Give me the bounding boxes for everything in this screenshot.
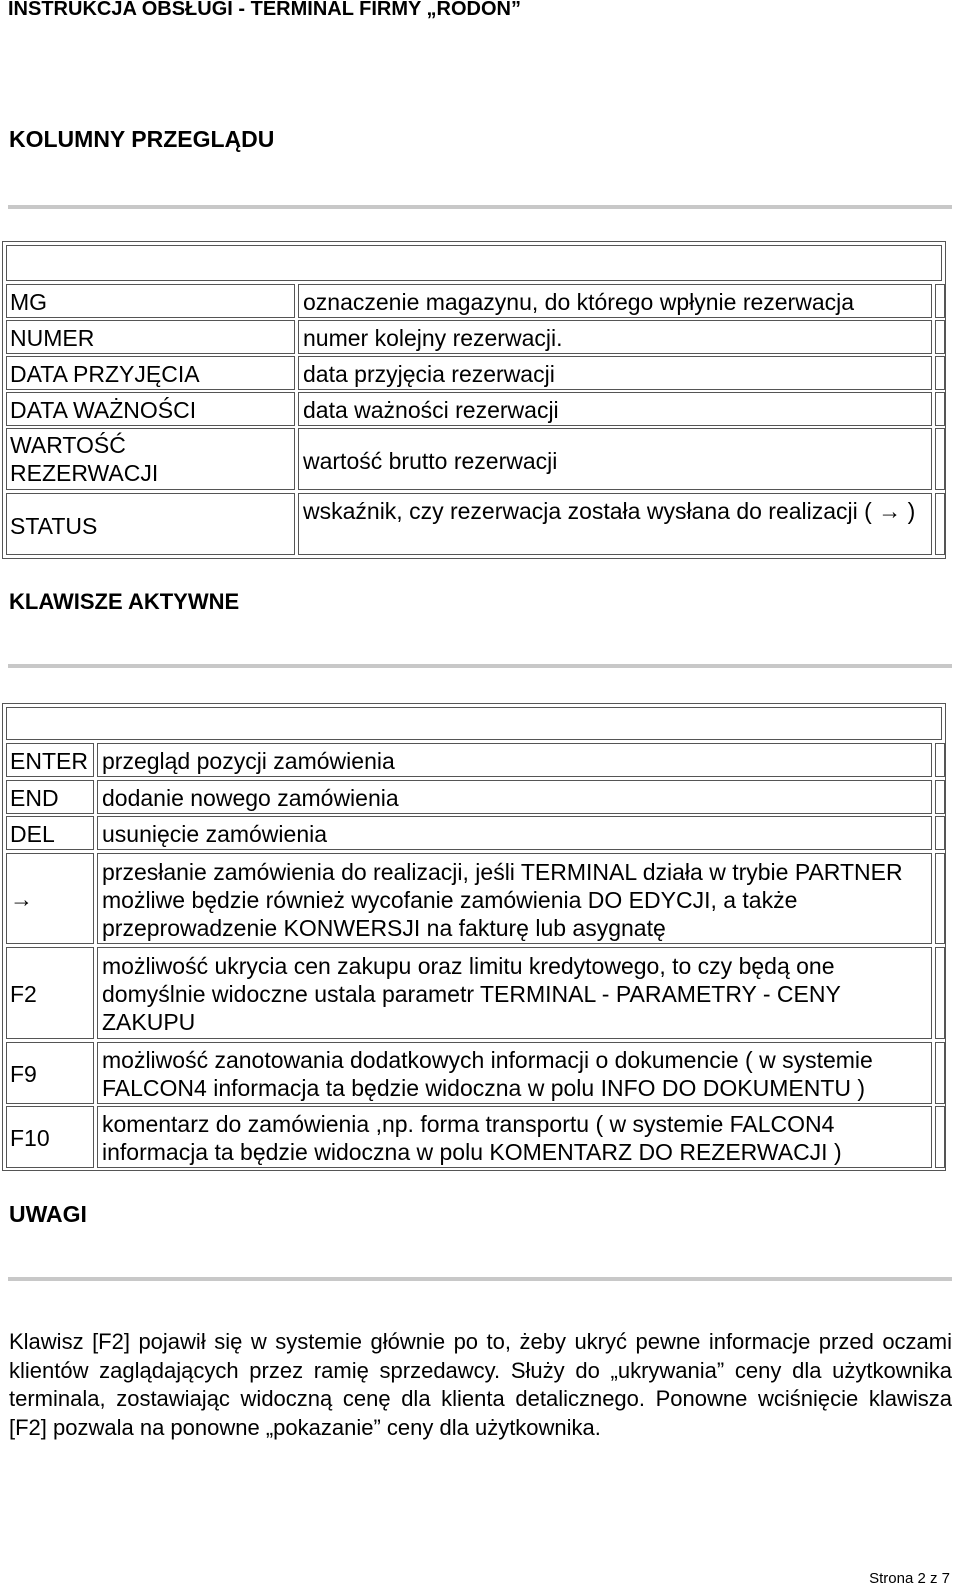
column-desc-status: wskaźnik, czy rezerwacja została wysłana do realizacji ( → ) bbox=[298, 493, 932, 555]
row-end-marker bbox=[935, 1106, 945, 1168]
key-desc-f9: możliwość zanotowania dodatkowych informacji o dokumencie ( w systemie FALCON4 informacja ta będzie widoczna w polu INFO DO DOKUMENTU ) bbox=[97, 1042, 932, 1104]
key-desc-enter: przegląd pozycji zamówienia bbox=[97, 743, 932, 777]
row-end-marker bbox=[935, 743, 945, 777]
section-title-keys: KLAWISZE AKTYWNE bbox=[9, 589, 240, 614]
key-end: END bbox=[6, 780, 94, 814]
column-desc-data-przyjecia: data przyjęcia rezerwacji bbox=[298, 356, 932, 390]
row-end-marker bbox=[935, 356, 945, 390]
row-end-marker bbox=[935, 947, 945, 1039]
arrow-right-icon: → bbox=[10, 885, 33, 912]
row-end-marker bbox=[935, 493, 945, 555]
key-desc-end: dodanie nowego zamówienia bbox=[97, 780, 932, 814]
key-f10: F10 bbox=[6, 1106, 94, 1168]
column-desc-wartosc-rezerwacji: wartość brutto rezerwacji bbox=[298, 428, 932, 490]
column-desc-data-waznosci: data ważności rezerwacji bbox=[298, 392, 932, 426]
row-end-marker bbox=[935, 392, 945, 426]
row-end-marker bbox=[935, 428, 945, 490]
column-name-data-waznosci: DATA WAŻNOŚCI bbox=[6, 392, 295, 426]
column-name-mg: MG bbox=[6, 284, 295, 318]
key-desc-f10: komentarz do zamówienia ,np. forma transportu ( w systemie FALCON4 informacja ta będzie widoczna w polu KOMENTARZ DO REZERWACJI ) bbox=[97, 1106, 932, 1168]
key-f9: F9 bbox=[6, 1042, 94, 1104]
column-name-wartosc-rezerwacji: WARTOŚĆ REZERWACJI bbox=[6, 428, 295, 490]
key-arrow-right bbox=[6, 853, 94, 944]
document-header: INSTRUKCJA OBSŁUGI - TERMINAL FIRMY „RODON” bbox=[8, 0, 521, 20]
row-end-marker bbox=[935, 780, 945, 814]
row-end-marker bbox=[935, 320, 945, 354]
key-desc-del: usunięcie zamówienia bbox=[97, 816, 932, 850]
column-name-data-przyjecia: DATA PRZYJĘCIA bbox=[6, 356, 295, 390]
key-desc-f2: możliwość ukrycia cen zakupu oraz limitu kredytowego, to czy będą one domyślnie widoczne ustala parametr TERMINAL - PARAMETRY - CENY ZAKUPU bbox=[97, 947, 932, 1039]
key-del: DEL bbox=[6, 816, 94, 850]
column-name-status: STATUS bbox=[6, 493, 295, 555]
keys-table bbox=[2, 703, 946, 1171]
column-desc-mg: oznaczenie magazynu, do którego wpłynie rezerwacja bbox=[298, 284, 932, 318]
section-title-columns: KOLUMNY PRZEGLĄDU bbox=[9, 126, 275, 152]
table-header-row bbox=[6, 245, 942, 281]
columns-table bbox=[2, 241, 946, 559]
section-divider bbox=[8, 205, 952, 209]
column-desc-numer: numer kolejny rezerwacji. bbox=[298, 320, 932, 354]
row-end-marker bbox=[935, 1042, 945, 1104]
row-end-marker bbox=[935, 816, 945, 850]
row-end-marker bbox=[935, 853, 945, 944]
key-desc-arrow-right: przesłanie zamówienia do realizacji, jeśli TERMINAL działa w trybie PARTNER możliwe będzie również wycofanie zamówienia DO EDYCJI, a także przeprowadzenie KONWERSJI na fakturę lub asygnatę bbox=[97, 853, 932, 944]
column-name-numer: NUMER bbox=[6, 320, 295, 354]
row-end-marker bbox=[935, 284, 945, 318]
table-header-row bbox=[6, 707, 942, 740]
section-divider bbox=[8, 1277, 952, 1281]
key-enter: ENTER bbox=[6, 743, 94, 777]
key-f2: F2 bbox=[6, 947, 94, 1039]
section-title-notes: UWAGI bbox=[9, 1201, 87, 1227]
notes-paragraph: Klawisz [F2] pojawił się w systemie głównie po to, żeby ukryć pewne informacje przed oczami klientów zaglądających przez ramię sprzedawcy. Służy do „ukrywania” ceny dla użytkownika terminala, zostawiając widoczną cenę dla klienta detalicznego. Ponowne wciśnięcie klawisza [F2] pozwala na ponowne „pokazanie” ceny dla użytkownika. bbox=[9, 1329, 952, 1440]
section-divider bbox=[8, 664, 952, 668]
page-number: Strona 2 z 7 bbox=[869, 1570, 950, 1587]
